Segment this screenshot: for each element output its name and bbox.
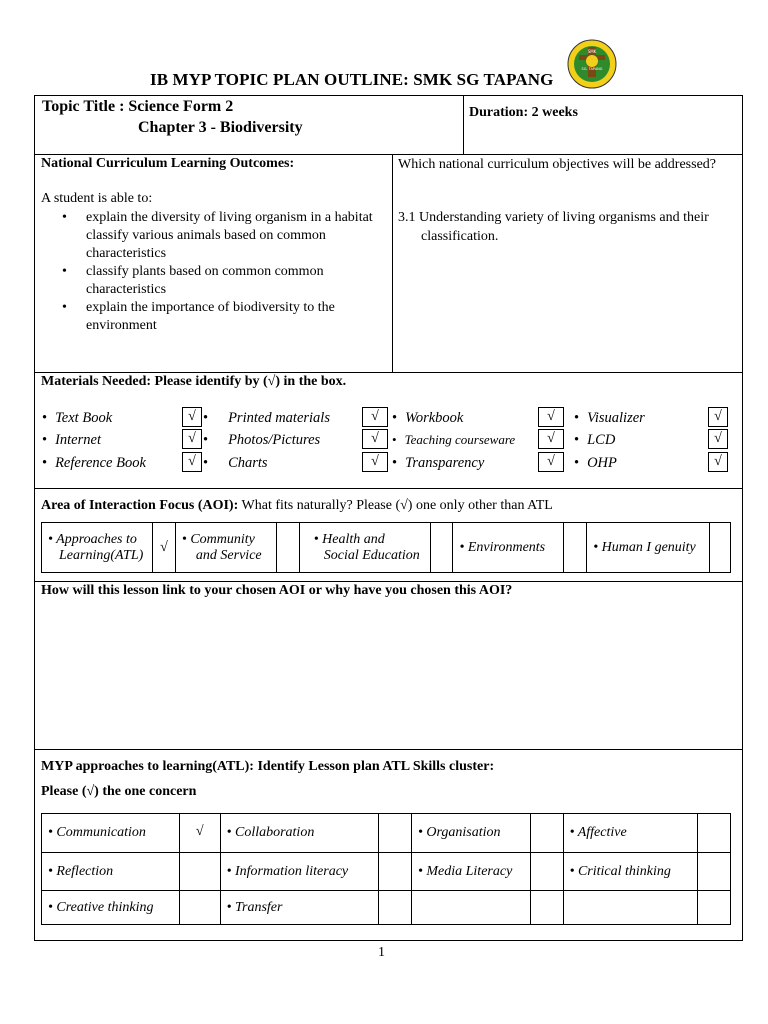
aoi-checkbox[interactable] <box>430 523 453 573</box>
atl-option <box>411 891 530 925</box>
outcome-item: classify various animals based on common characteristics <box>86 228 326 261</box>
material-checkbox[interactable]: √ <box>538 429 564 449</box>
material-label: Visualizer <box>587 410 645 426</box>
atl-option: • Reflection <box>42 853 180 891</box>
page-number: 1 <box>378 945 385 960</box>
aoi-checkbox[interactable]: √ <box>152 523 175 573</box>
material-item: • LCD <box>574 432 616 448</box>
atl-checkbox[interactable] <box>379 814 412 853</box>
atl-checkbox[interactable] <box>698 853 731 891</box>
aoi-checkbox[interactable] <box>276 523 299 573</box>
divider <box>34 581 743 582</box>
atl-table <box>41 813 731 925</box>
aoi-table <box>41 522 731 573</box>
outcomes-intro: A student is able to: <box>41 191 153 206</box>
aoi-option: • Approaches to Learning(ATL) <box>42 523 153 573</box>
aoi-link-answer[interactable] <box>40 603 737 743</box>
aoi-option: • Health and Social Education <box>299 523 430 573</box>
atl-option <box>563 891 698 925</box>
material-item: • Printed materials <box>203 410 330 426</box>
aoi-link-question: How will this lesson link to your chosen AOI or why have you chosen this AOI? <box>41 583 513 598</box>
logo-text-bottom: SG. TAPANG <box>581 67 603 71</box>
aoi-option: • Environments <box>453 523 564 573</box>
outcomes-list <box>41 209 381 335</box>
logo-text-top: SMK <box>587 49 597 54</box>
material-checkbox[interactable]: √ <box>708 407 728 427</box>
materials-heading: Materials Needed: Please identify by (√) in the box. <box>41 374 347 389</box>
document-title: IB MYP TOPIC PLAN OUTLINE: SMK SG TAPANG <box>150 70 554 89</box>
material-label: Workbook <box>405 410 464 426</box>
material-item: • Photos/Pictures <box>203 432 321 448</box>
atl-checkbox[interactable] <box>179 853 220 891</box>
material-checkbox[interactable]: √ <box>362 407 388 427</box>
atl-option: • Affective <box>563 814 698 853</box>
school-logo <box>567 39 617 89</box>
atl-checkbox[interactable] <box>379 853 412 891</box>
material-item: • Charts <box>203 455 268 471</box>
divider <box>34 372 743 373</box>
atl-option: • Collaboration <box>220 814 379 853</box>
outcome-item: • classify plants based on common common characteristics <box>41 263 381 299</box>
material-item: • Reference Book <box>42 455 146 471</box>
atl-checkbox[interactable] <box>530 891 563 925</box>
aoi-heading-rest: What fits naturally? Please (√) one only other than ATL <box>238 498 553 513</box>
aoi-option: • Community and Service <box>175 523 276 573</box>
atl-option: • Organisation <box>411 814 530 853</box>
atl-checkbox[interactable] <box>530 853 563 891</box>
divider <box>34 154 743 155</box>
atl-checkbox[interactable] <box>379 891 412 925</box>
material-label: Teaching courseware <box>404 432 516 447</box>
atl-checkbox[interactable] <box>530 814 563 853</box>
objective-text <box>398 208 738 246</box>
material-item: • Internet <box>42 432 101 448</box>
material-label: Photos/Pictures <box>228 432 321 448</box>
aoi-heading-bold: Area of Interaction Focus (AOI): <box>41 498 239 513</box>
material-label: LCD <box>587 432 616 448</box>
material-checkbox[interactable]: √ <box>362 452 388 472</box>
atl-checkbox[interactable] <box>698 814 731 853</box>
material-checkbox[interactable]: √ <box>708 452 728 472</box>
material-checkbox[interactable]: √ <box>182 429 202 449</box>
material-checkbox[interactable]: √ <box>182 452 202 472</box>
material-label: Internet <box>55 432 101 448</box>
material-label: Printed materials <box>228 410 330 426</box>
outcome-item: • explain the diversity of living organism in a habitat <box>41 209 381 227</box>
material-label: OHP <box>587 455 617 471</box>
divider <box>463 95 464 154</box>
material-checkbox[interactable]: √ <box>708 429 728 449</box>
atl-option: • Information literacy <box>220 853 379 891</box>
atl-option: • Transfer <box>220 891 379 925</box>
atl-checkbox[interactable] <box>179 891 220 925</box>
material-item: • Transparency <box>392 455 485 471</box>
objective-question: Which national curriculum objectives will be addressed? <box>398 157 717 172</box>
atl-option: • Communication <box>42 814 180 853</box>
material-item: • Text Book <box>42 410 113 426</box>
material-checkbox[interactable]: √ <box>538 407 564 427</box>
duration-label: Duration <box>469 105 524 120</box>
topic-chapter: Chapter 3 - Biodiversity <box>138 119 303 136</box>
material-label: Transparency <box>405 455 485 471</box>
aoi-checkbox[interactable] <box>564 523 587 573</box>
material-item: • Visualizer <box>574 410 645 426</box>
material-item: • Teaching courseware <box>392 432 516 447</box>
outcome-item: • explain the importance of biodiversity to the environment <box>41 299 381 335</box>
material-label: Reference Book <box>55 455 146 471</box>
material-item: • Workbook <box>392 410 464 426</box>
aoi-option: • Human I genuity <box>587 523 710 573</box>
divider <box>34 488 743 489</box>
atl-option: • Critical thinking <box>563 853 698 891</box>
objective-value: 3.1 Understanding variety of living organisms and their classification. <box>398 210 709 244</box>
material-checkbox[interactable]: √ <box>182 407 202 427</box>
atl-option: • Media Literacy <box>411 853 530 891</box>
duration-value: : 2 weeks <box>523 105 578 120</box>
atl-heading: MYP approaches to learning(ATL): Identify Lesson plan ATL Skills cluster: <box>41 759 495 774</box>
duration <box>469 105 578 121</box>
aoi-checkbox[interactable] <box>710 523 731 573</box>
material-label: Text Book <box>55 410 113 426</box>
outcomes-heading: National Curriculum Learning Outcomes: <box>41 156 295 171</box>
material-label: Charts <box>228 455 268 471</box>
atl-checkbox[interactable]: √ <box>179 814 220 853</box>
divider <box>34 749 743 750</box>
material-checkbox[interactable]: √ <box>362 429 388 449</box>
aoi-heading <box>41 498 553 514</box>
atl-subheading: Please (√) the one concern <box>41 784 197 799</box>
material-item: • OHP <box>574 455 617 471</box>
atl-checkbox[interactable] <box>698 891 731 925</box>
divider <box>392 154 393 372</box>
atl-option: • Creative thinking <box>42 891 180 925</box>
topic-title: Topic Title : Science Form 2 <box>42 98 234 115</box>
material-checkbox[interactable]: √ <box>538 452 564 472</box>
